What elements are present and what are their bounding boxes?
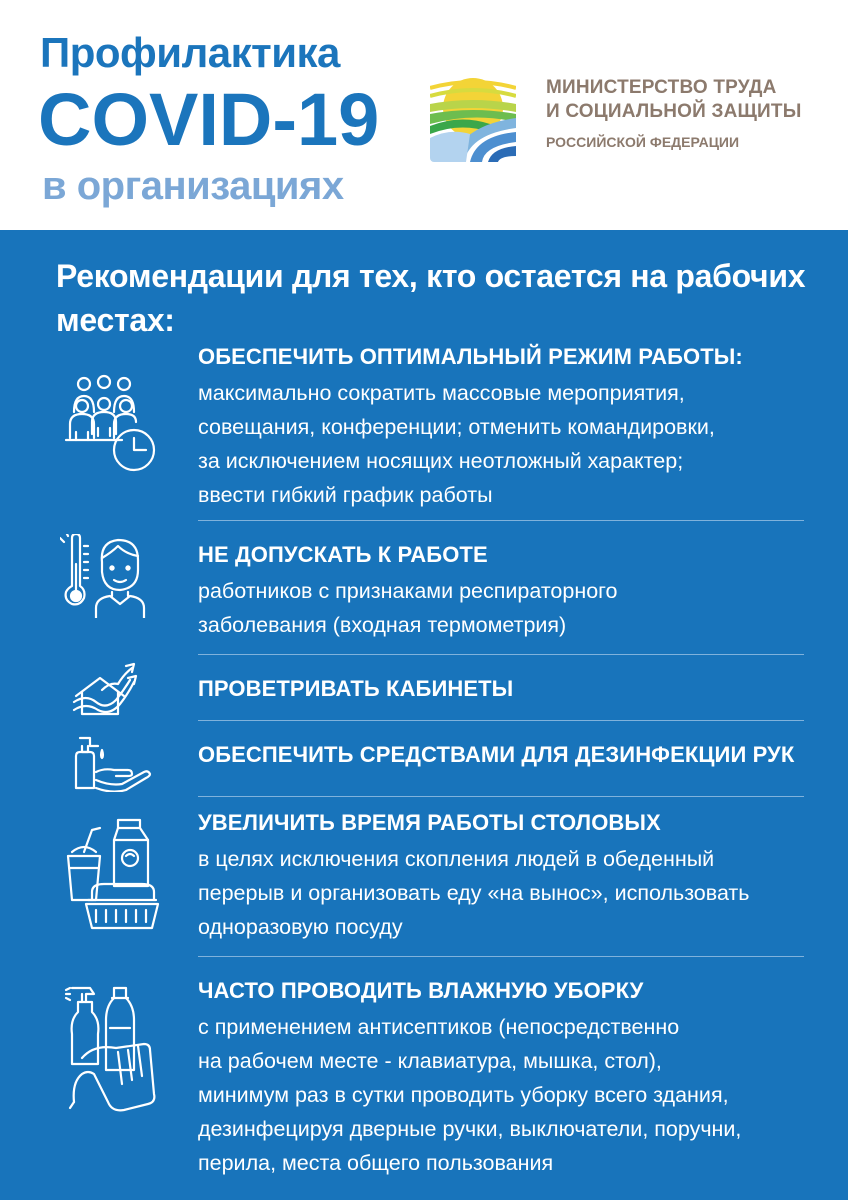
divider (198, 956, 804, 957)
item-6-line: минимум раз в сутки проводить уборку всего здания, (198, 1083, 729, 1107)
item-6-title: ЧАСТО ПРОВОДИТЬ ВЛАЖНУЮ УБОРКУ (198, 978, 644, 1003)
divider (198, 720, 804, 721)
item-5-text (198, 842, 818, 944)
ministry-name-line-3: РОССИЙСКОЙ ФЕДЕРАЦИИ (546, 134, 740, 150)
item-4-title: ОБЕСПЕЧИТЬ СРЕДСТВАМИ ДЛЯ ДЕЗИНФЕКЦИИ РУК (198, 742, 795, 767)
item-1-line: за исключением носящих неотложный характер; (198, 449, 684, 473)
item-6-text (198, 1010, 818, 1180)
item-5-title: УВЕЛИЧИТЬ ВРЕМЯ РАБОТЫ СТОЛОВЫХ (198, 810, 661, 835)
ministry-logo-icon (430, 66, 516, 162)
item-2-title: НЕ ДОПУСКАТЬ К РАБОТЕ (198, 542, 488, 567)
ministry-name-line-2: И СОЦИАЛЬНОЙ ЗАЩИТЫ (546, 101, 802, 122)
item-1-line: совещания, конференции; отменить командировки, (198, 415, 715, 439)
item-6-line: на рабочем месте - клавиатура, мышка, стол), (198, 1049, 662, 1073)
item-1-text (198, 376, 818, 512)
item-3-title: ПРОВЕТРИВАТЬ КАБИНЕТЫ (198, 676, 514, 701)
cleaning-supplies-icon (64, 984, 160, 1114)
item-5-line: одноразовую посуду (198, 915, 403, 939)
title-line-3: в организациях (42, 164, 344, 208)
hand-sanitizer-icon (66, 736, 152, 792)
item-1-line: ввести гибкий график работы (198, 483, 493, 507)
item-2-line: заболевания (входная термометрия) (198, 613, 567, 637)
recommendations-heading: Рекомендации для тех, кто остается на рабочих местах: (56, 258, 806, 338)
title-line-2: COVID-19 (38, 78, 380, 161)
ministry-name-line-1: МИНИСТЕРСТВО ТРУДА (546, 77, 777, 98)
item-5-line: в целях исключения скопления людей в обеденный (198, 847, 715, 871)
item-6-line: дезинфецируя дверные ручки, выключатели, поручни, (198, 1117, 742, 1141)
header (0, 0, 848, 230)
takeaway-food-icon (62, 816, 160, 934)
item-2-text (198, 574, 818, 642)
title-line-1: Профилактика (40, 29, 340, 76)
ventilation-icon (72, 660, 144, 718)
item-6-line: перила, места общего пользования (198, 1151, 554, 1175)
item-5-line: перерыв и организовать еду «на вынос», использовать (198, 881, 750, 905)
divider (198, 520, 804, 521)
item-6-line: с применением антисептиков (непосредственно (198, 1015, 680, 1039)
divider (198, 654, 804, 655)
item-2-line: работников с признаками респираторного (198, 579, 618, 603)
item-1-line: максимально сократить массовые мероприятия, (198, 381, 685, 405)
item-1-title: ОБЕСПЕЧИТЬ ОПТИМАЛЬНЫЙ РЕЖИМ РАБОТЫ: (198, 344, 743, 369)
meeting-clock-icon (62, 372, 166, 476)
thermometer-person-icon (60, 534, 150, 618)
divider (198, 796, 804, 797)
